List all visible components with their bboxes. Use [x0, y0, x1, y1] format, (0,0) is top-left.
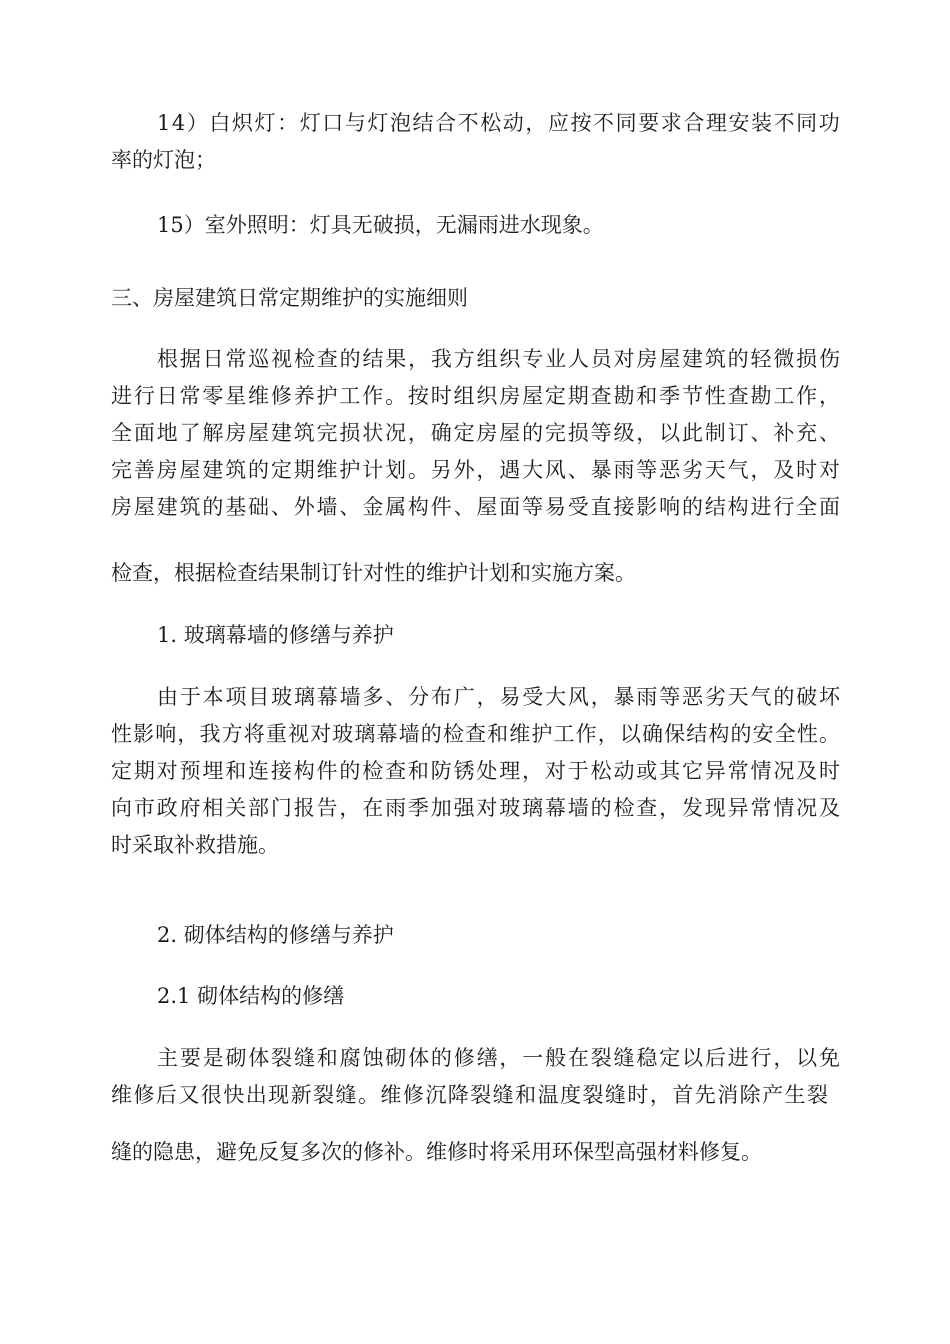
section-3-heading: 三、房屋建筑日常定期维护的实施细则	[111, 286, 468, 310]
paragraph-1-line-5: 房屋建筑的基础、外墙、金属构件、屋面等易受直接影响的结构进行全面	[111, 495, 842, 519]
paragraph-3-line-2: 维修后又很快出现新裂缝。维修沉降裂缝和温度裂缝时，首先消除产生裂	[111, 1083, 830, 1107]
subsection-2-1-heading: 2.1 砌体结构的修缮	[157, 984, 345, 1008]
paragraph-1-line-3: 全面地了解房屋建筑完损状况，确定房屋的完损等级，以此制订、补充、	[111, 421, 842, 445]
paragraph-2-line-1: 由于本项目玻璃幕墙多、分布广，易受大风，暴雨等恶劣天气的破坏	[157, 685, 842, 709]
subsection-1-heading: 1. 玻璃幕墙的修缮与养护	[157, 623, 394, 647]
paragraph-2-line-4: 向市政府相关部门报告，在雨季加强对玻璃幕墙的检查，发现异常情况及	[111, 796, 842, 820]
subsection-2-heading: 2. 砌体结构的修缮与养护	[157, 923, 394, 947]
item-15-line: 15）室外照明：灯具无破损，无漏雨进水现象。	[157, 213, 604, 237]
paragraph-1-line-2: 进行日常零星维修养护工作。按时组织房屋定期查勘和季节性查勘工作，	[111, 384, 842, 408]
paragraph-3-line-1: 主要是砌体裂缝和腐蚀砌体的修缮，一般在裂缝稳定以后进行，以免	[157, 1046, 842, 1070]
paragraph-3-line-3: 缝的隐患，避免反复多次的修补。维修时将采用环保型高强材料修复。	[111, 1140, 762, 1164]
paragraph-2-line-3: 定期对预埋和连接构件的检查和防锈处理，对于松动或其它异常情况及时	[111, 759, 842, 783]
paragraph-1-line-4: 完善房屋建筑的定期维护计划。另外，遇大风、暴雨等恶劣天气，及时对	[111, 458, 842, 482]
item-14-line-1: 14）白炽灯：灯口与灯泡结合不松动，应按不同要求合理安装不同功	[157, 111, 842, 135]
paragraph-2-line-2: 性影响，我方将重视对玻璃幕墙的检查和维护工作，以确保结构的安全性。	[111, 722, 842, 746]
paragraph-1-line-6: 检查，根据检查结果制订针对性的维护计划和实施方案。	[111, 561, 636, 585]
item-14-line-2: 率的灯泡；	[111, 148, 216, 172]
paragraph-1-line-1: 根据日常巡视检查的结果，我方组织专业人员对房屋建筑的轻微损伤	[157, 347, 842, 371]
paragraph-2-line-5: 时采取补救措施。	[111, 833, 279, 857]
